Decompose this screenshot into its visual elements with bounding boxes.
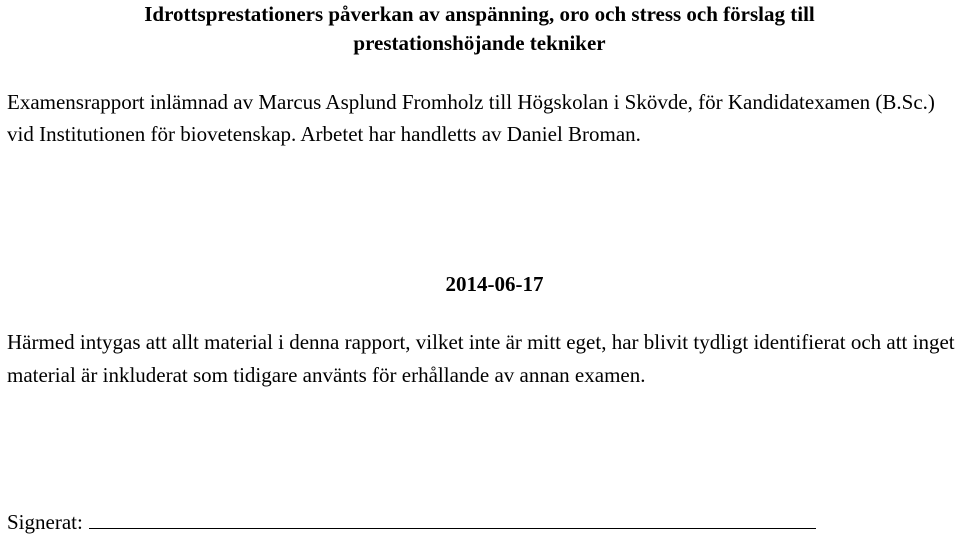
document-title [0, 0, 959, 58]
title-line-2: prestationshöjande tekniker [353, 31, 606, 55]
signature-block [7, 506, 816, 537]
date: 2014-06-17 [445, 272, 544, 296]
declaration-statement: Härmed intygas att allt material i denna rapport, vilket inte är mitt eget, har blivit tydligt identifierat och att inget material är inkluderat som tidigare använts för erhållande av annan examen. [7, 330, 955, 387]
title-line-1: Idrottsprestationers påverkan av anspänning, oro och stress och förslag till [144, 2, 815, 26]
signature-label: Signerat: [7, 510, 83, 534]
signature-line [89, 506, 816, 529]
submission-statement: Examensrapport inlämnad av Marcus Asplund Fromholz till Högskolan i Skövde, för Kandidatexamen (B.Sc.) vid Institutionen för biovetenskap. Arbetet har handletts av Daniel Broman. [7, 90, 935, 146]
